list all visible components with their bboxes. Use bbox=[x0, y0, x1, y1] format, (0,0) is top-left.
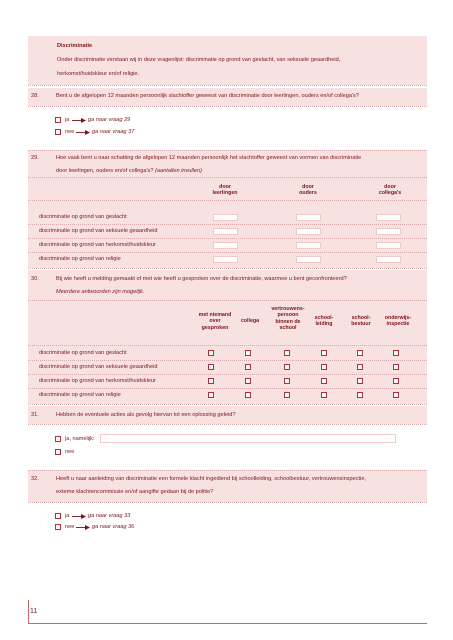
divider bbox=[28, 150, 427, 151]
q29-r4-collegas-input[interactable] bbox=[376, 256, 401, 264]
footer-vertical-rule bbox=[28, 600, 29, 624]
divider bbox=[28, 252, 427, 253]
q30-r2-schoolbestuur-checkbox[interactable] bbox=[357, 364, 363, 370]
q31-number: 31. bbox=[31, 412, 39, 418]
q32-number: 32. bbox=[31, 476, 39, 482]
q29-col-leerlingen: door leerlingen bbox=[212, 184, 238, 197]
divider bbox=[28, 360, 427, 361]
divider bbox=[28, 345, 427, 346]
q32-line-2: externe klachtencommissie en/of aangifte gedaan bij de politie? bbox=[56, 489, 214, 495]
q28-nee-goto: ga naar vraag 37 bbox=[92, 128, 135, 135]
arrow-right-icon bbox=[76, 130, 90, 135]
q30-r4-inspectie-checkbox[interactable] bbox=[393, 392, 399, 398]
q30-col-onderwijsinspectie: onderwijs- inspectie bbox=[384, 315, 412, 328]
intro-line-2: herkomst/huidskleur en/of religie. bbox=[57, 71, 140, 77]
q32-ja-checkbox[interactable] bbox=[55, 513, 61, 519]
q28-ja-label: ja bbox=[65, 116, 70, 123]
divider bbox=[28, 238, 427, 239]
q29-r3-leerlingen-input[interactable] bbox=[213, 242, 238, 250]
q32-ja-label: ja bbox=[65, 512, 70, 519]
q28-nee-checkbox[interactable] bbox=[55, 129, 61, 135]
q28-ja-checkbox[interactable] bbox=[55, 117, 61, 123]
q31-ja-checkbox[interactable] bbox=[55, 436, 61, 442]
q30-r3-collega-checkbox[interactable] bbox=[245, 378, 251, 384]
q30-number: 30. bbox=[31, 276, 39, 282]
q28-nee-label: nee bbox=[65, 128, 75, 135]
q30-line-2: Meerdere antwoorden zijn mogelijk. bbox=[56, 289, 145, 295]
q30-r3-inspectie-checkbox[interactable] bbox=[393, 378, 399, 384]
q32-nee-label: nee bbox=[65, 523, 75, 530]
q31-nee-checkbox[interactable] bbox=[55, 449, 61, 455]
q29-r2-leerlingen-input[interactable] bbox=[213, 228, 238, 236]
q32-nee-goto: ga naar vraag 36 bbox=[92, 523, 135, 530]
q30-row-label: discriminatie op grond van religie bbox=[39, 392, 121, 398]
divider bbox=[28, 374, 427, 375]
intro-line-1: Onder discriminatie verstaan wij in deze vragenlijst: discriminatie op grond van geslacht, van seksuele geaardheid, bbox=[57, 57, 341, 63]
q29-r3-collegas-input[interactable] bbox=[376, 242, 401, 250]
q30-r2-niemand-checkbox[interactable] bbox=[208, 364, 214, 370]
q32-line-1: Heeft u naar aanleiding van discriminatie een formele klacht ingediend bij schoolleiding, schoolbestuur, vertrouwensinspectie, bbox=[56, 476, 367, 482]
q29-r1-ouders-input[interactable] bbox=[296, 214, 321, 222]
q30-row-label: discriminatie op grond van geslacht bbox=[39, 350, 127, 356]
q30-r3-niemand-checkbox[interactable] bbox=[208, 378, 214, 384]
divider bbox=[28, 106, 427, 107]
q30-row-label: discriminatie op grond van herkomst/huidskleur bbox=[39, 378, 156, 384]
q28-text: Bent u de afgelopen 12 maanden persoonlijk slachtoffer geweest van discriminatie door leerlingen, ouders en/of collega's? bbox=[56, 93, 359, 99]
q29-col-ouders: door ouders bbox=[299, 184, 317, 197]
q30-col-vertrouwenspersoon: vertrouwens- persoon binnen de school bbox=[271, 306, 305, 331]
q28-number: 28. bbox=[31, 93, 39, 99]
q29-number: 29. bbox=[31, 155, 39, 161]
divider bbox=[28, 300, 427, 301]
q29-row-label: discriminatie op grond van geslacht bbox=[39, 214, 127, 220]
q29-r2-collegas-input[interactable] bbox=[376, 228, 401, 236]
q30-r2-schoolleiding-checkbox[interactable] bbox=[321, 364, 327, 370]
divider bbox=[28, 200, 427, 201]
q32-band bbox=[28, 470, 427, 502]
q29-line-2: door leerlingen, ouders en/of collega's? (aantallen invullen) bbox=[56, 168, 202, 174]
section-title: Discriminatie bbox=[57, 43, 93, 49]
q30-r4-schoolleiding-checkbox[interactable] bbox=[321, 392, 327, 398]
q30-r1-niemand-checkbox[interactable] bbox=[208, 350, 214, 356]
q30-r3-schoolbestuur-checkbox[interactable] bbox=[357, 378, 363, 384]
q30-r1-schoolleiding-checkbox[interactable] bbox=[321, 350, 327, 356]
q30-r1-vertrouwenspersoon-checkbox[interactable] bbox=[284, 350, 290, 356]
q29-row-label: discriminatie op grond van seksuele geaardheid bbox=[39, 228, 158, 234]
q29-r2-ouders-input[interactable] bbox=[296, 228, 321, 236]
page-number: 11 bbox=[30, 608, 38, 615]
q31-nee-label: nee bbox=[65, 448, 75, 455]
q29-r1-collegas-input[interactable] bbox=[376, 214, 401, 222]
divider bbox=[28, 85, 427, 86]
q30-r2-vertrouwenspersoon-checkbox[interactable] bbox=[284, 364, 290, 370]
q29-row-label: discriminatie op grond van herkomst/huidskleur bbox=[39, 242, 156, 248]
arrow-right-icon bbox=[72, 118, 86, 123]
divider bbox=[28, 177, 427, 178]
arrow-right-icon bbox=[72, 514, 86, 519]
divider bbox=[28, 388, 427, 389]
divider bbox=[28, 424, 427, 425]
q30-r1-schoolbestuur-checkbox[interactable] bbox=[357, 350, 363, 356]
q29-r4-leerlingen-input[interactable] bbox=[213, 256, 238, 264]
divider bbox=[28, 470, 427, 471]
q28-ja-goto: ga naar vraag 29 bbox=[88, 116, 131, 123]
q30-r4-schoolbestuur-checkbox[interactable] bbox=[357, 392, 363, 398]
divider bbox=[28, 404, 427, 405]
q30-col-schoolleiding: school- leiding bbox=[314, 315, 334, 328]
q30-col-schoolbestuur: school- bestuur bbox=[351, 315, 371, 328]
q29-line-1: Hoe vaak bent u naar schatting de afgelopen 12 maanden persoonlijk het slachtoffer geweest van vormen van discriminatie bbox=[56, 155, 362, 161]
footer-rule bbox=[28, 623, 427, 624]
q30-r4-niemand-checkbox[interactable] bbox=[208, 392, 214, 398]
divider bbox=[28, 224, 427, 225]
q30-r2-collega-checkbox[interactable] bbox=[245, 364, 251, 370]
q30-col-niemand: met niemand over gesproken bbox=[198, 312, 232, 331]
divider bbox=[28, 502, 427, 503]
arrow-right-icon bbox=[76, 525, 90, 530]
divider bbox=[28, 268, 427, 269]
q29-row-label: discriminatie op grond van religie bbox=[39, 256, 121, 262]
q30-r3-schoolleiding-checkbox[interactable] bbox=[321, 378, 327, 384]
q29-col-collegas: door collega's bbox=[378, 184, 402, 197]
q30-r4-vertrouwenspersoon-checkbox[interactable] bbox=[284, 392, 290, 398]
q30-col-collega: collega bbox=[240, 318, 260, 324]
q31-ja-label: ja, namelijk: bbox=[65, 435, 95, 442]
q30-line-1: Bij wie heeft u melding gemaakt of met wie heeft u gesproken over de discriminatie, waarmee u bent geconfronteerd? bbox=[56, 276, 347, 282]
q30-row-label: discriminatie op grond van seksuele geaardheid bbox=[39, 364, 158, 370]
q31-text: Hebben de eventuele acties als gevolg hiervan tot een oplossing geleid? bbox=[56, 412, 236, 418]
q30-r4-collega-checkbox[interactable] bbox=[245, 392, 251, 398]
q29-r1-leerlingen-input[interactable] bbox=[213, 214, 238, 222]
q30-r1-inspectie-checkbox[interactable] bbox=[393, 350, 399, 356]
q31-namelijk-input[interactable] bbox=[100, 434, 396, 443]
q32-nee-checkbox[interactable] bbox=[55, 524, 61, 530]
q29-r4-ouders-input[interactable] bbox=[296, 256, 321, 264]
q30-r3-vertrouwenspersoon-checkbox[interactable] bbox=[284, 378, 290, 384]
q30-r2-inspectie-checkbox[interactable] bbox=[393, 364, 399, 370]
q29-r3-ouders-input[interactable] bbox=[296, 242, 321, 250]
q32-ja-goto: ga naar vraag 33 bbox=[88, 512, 131, 519]
q30-r1-collega-checkbox[interactable] bbox=[245, 350, 251, 356]
